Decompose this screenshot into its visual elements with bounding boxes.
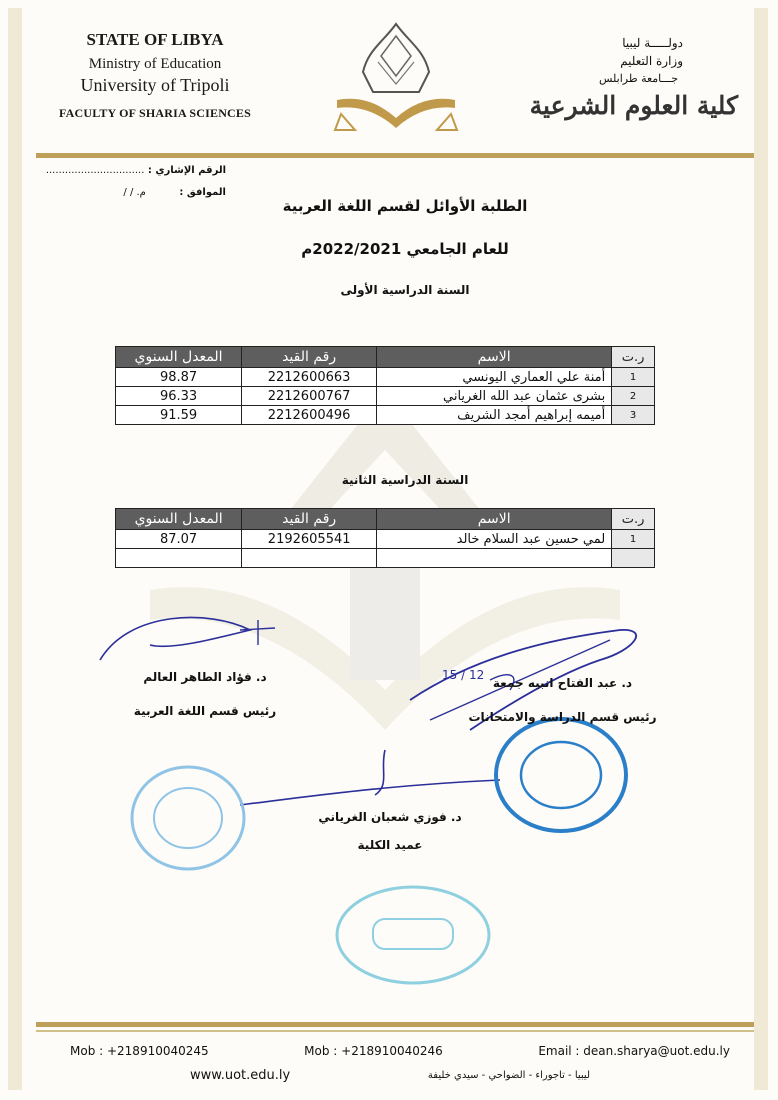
reference-number-line: [46, 165, 226, 176]
table-row: [116, 368, 655, 387]
signatory-name: د. فوزي شعبان الغرياني: [318, 810, 462, 824]
student-name: أمنة علي العماري اليونسي: [377, 368, 612, 387]
empty-cell: [242, 549, 377, 568]
student-name: بشرى عثمان عبد الله الغرياني: [377, 387, 612, 406]
table-header-row: [116, 509, 655, 530]
header-arabic: [518, 36, 738, 120]
footer-address: ليبيا - تاجوراء - الضواحي - سيدي خليفة: [427, 1070, 590, 1081]
row-num: 2: [612, 387, 655, 406]
footer-divider-thin: [36, 1030, 754, 1032]
row-num: 1: [612, 530, 655, 549]
col-header-id: رقم القيد: [242, 509, 377, 530]
signature-head-arabic: [120, 670, 290, 718]
signatory-name: د. عبد الفتاح انبيه جمعة: [492, 676, 633, 690]
university-name-ar: جـــامعة طرابلس: [598, 72, 678, 85]
header-english: [40, 30, 270, 121]
col-header-avg: المعدل السنوي: [116, 509, 242, 530]
date-label: الموافق :: [179, 187, 226, 198]
student-average: 87.07: [116, 530, 242, 549]
col-header-num: ر.ت: [612, 347, 655, 368]
student-id: 2212600663: [242, 368, 377, 387]
student-average: 96.33: [116, 387, 242, 406]
footer-divider: [36, 1022, 754, 1027]
signatory-role: رئيس قسم الدراسة والامتحانات: [468, 710, 657, 724]
table-row-empty: [116, 549, 655, 568]
student-name: لمي حسين عبد السلام خالد: [377, 530, 612, 549]
col-header-name: الاسم: [377, 509, 612, 530]
faculty-name-ar: كلية العلوم الشرعية: [529, 91, 738, 120]
reference-label: الرقم الإشاري :: [147, 165, 226, 176]
footer-mobile-2: Mob : +218910040246: [304, 1044, 443, 1058]
empty-cell: [116, 549, 242, 568]
signatory-role: عميد الكلية: [357, 838, 423, 852]
student-id: 2212600496: [242, 406, 377, 425]
dean-stamp-icon: [333, 883, 493, 988]
footer-contacts: [70, 1044, 730, 1058]
university-logo-icon: [333, 22, 459, 134]
section-title-year1: السنة الدراسية الأولى: [340, 283, 470, 297]
signatory-role: رئيس قسم اللغة العربية: [133, 704, 277, 718]
col-header-num: ر.ت: [612, 509, 655, 530]
year1-table: [115, 346, 655, 425]
header-divider: [36, 153, 754, 158]
ministry-name-ar: وزارة التعليم: [620, 54, 683, 68]
col-header-id: رقم القيد: [242, 347, 377, 368]
col-header-avg: المعدل السنوي: [116, 347, 242, 368]
footer-web-address: [190, 1068, 590, 1083]
table-row: [116, 387, 655, 406]
signature-head-exams: [455, 676, 670, 724]
student-id: 2212600767: [242, 387, 377, 406]
university-name-en: University of Tripoli: [80, 75, 230, 95]
footer-website: www.uot.edu.ly: [190, 1068, 291, 1083]
exams-stamp-icon: [492, 715, 630, 835]
academic-year: للعام الجامعي 2022/2021م: [301, 240, 509, 258]
row-num: 3: [612, 406, 655, 425]
state-name-ar: دولـــــة ليبيا: [622, 36, 683, 50]
handwritten-date: 15 / 12: [442, 668, 485, 682]
footer-email: Email : dean.sharya@uot.edu.ly: [538, 1044, 730, 1058]
year2-table: [115, 508, 655, 568]
state-name-en: STATE OF LIBYA: [86, 30, 224, 49]
date-value: م. / /: [123, 187, 146, 198]
section-title-year2: السنة الدراسية الثانية: [341, 473, 469, 487]
empty-cell: [612, 549, 655, 568]
empty-cell: [377, 549, 612, 568]
signature-dean: [300, 810, 480, 852]
student-id: 2192605541: [242, 530, 377, 549]
table-row: [116, 530, 655, 549]
reference-dots: ...............................: [45, 165, 145, 176]
faculty-name-en: FACULTY OF SHARIA SCIENCES: [58, 106, 252, 120]
student-average: 98.87: [116, 368, 242, 387]
document-title: الطلبة الأوائل لقسم اللغة العربية: [282, 197, 528, 215]
table-row: [116, 406, 655, 425]
department-stamp-icon: [128, 763, 248, 873]
ministry-name-en: Ministry of Education: [88, 56, 222, 72]
student-name: أميمه إبراهيم أمجد الشريف: [377, 406, 612, 425]
footer-mobile-1: Mob : +218910040245: [70, 1044, 209, 1058]
col-header-name: الاسم: [377, 347, 612, 368]
table-header-row: [116, 347, 655, 368]
row-num: 1: [612, 368, 655, 387]
signatory-name: د. فؤاد الطاهر العالم: [143, 670, 267, 684]
student-average: 91.59: [116, 406, 242, 425]
